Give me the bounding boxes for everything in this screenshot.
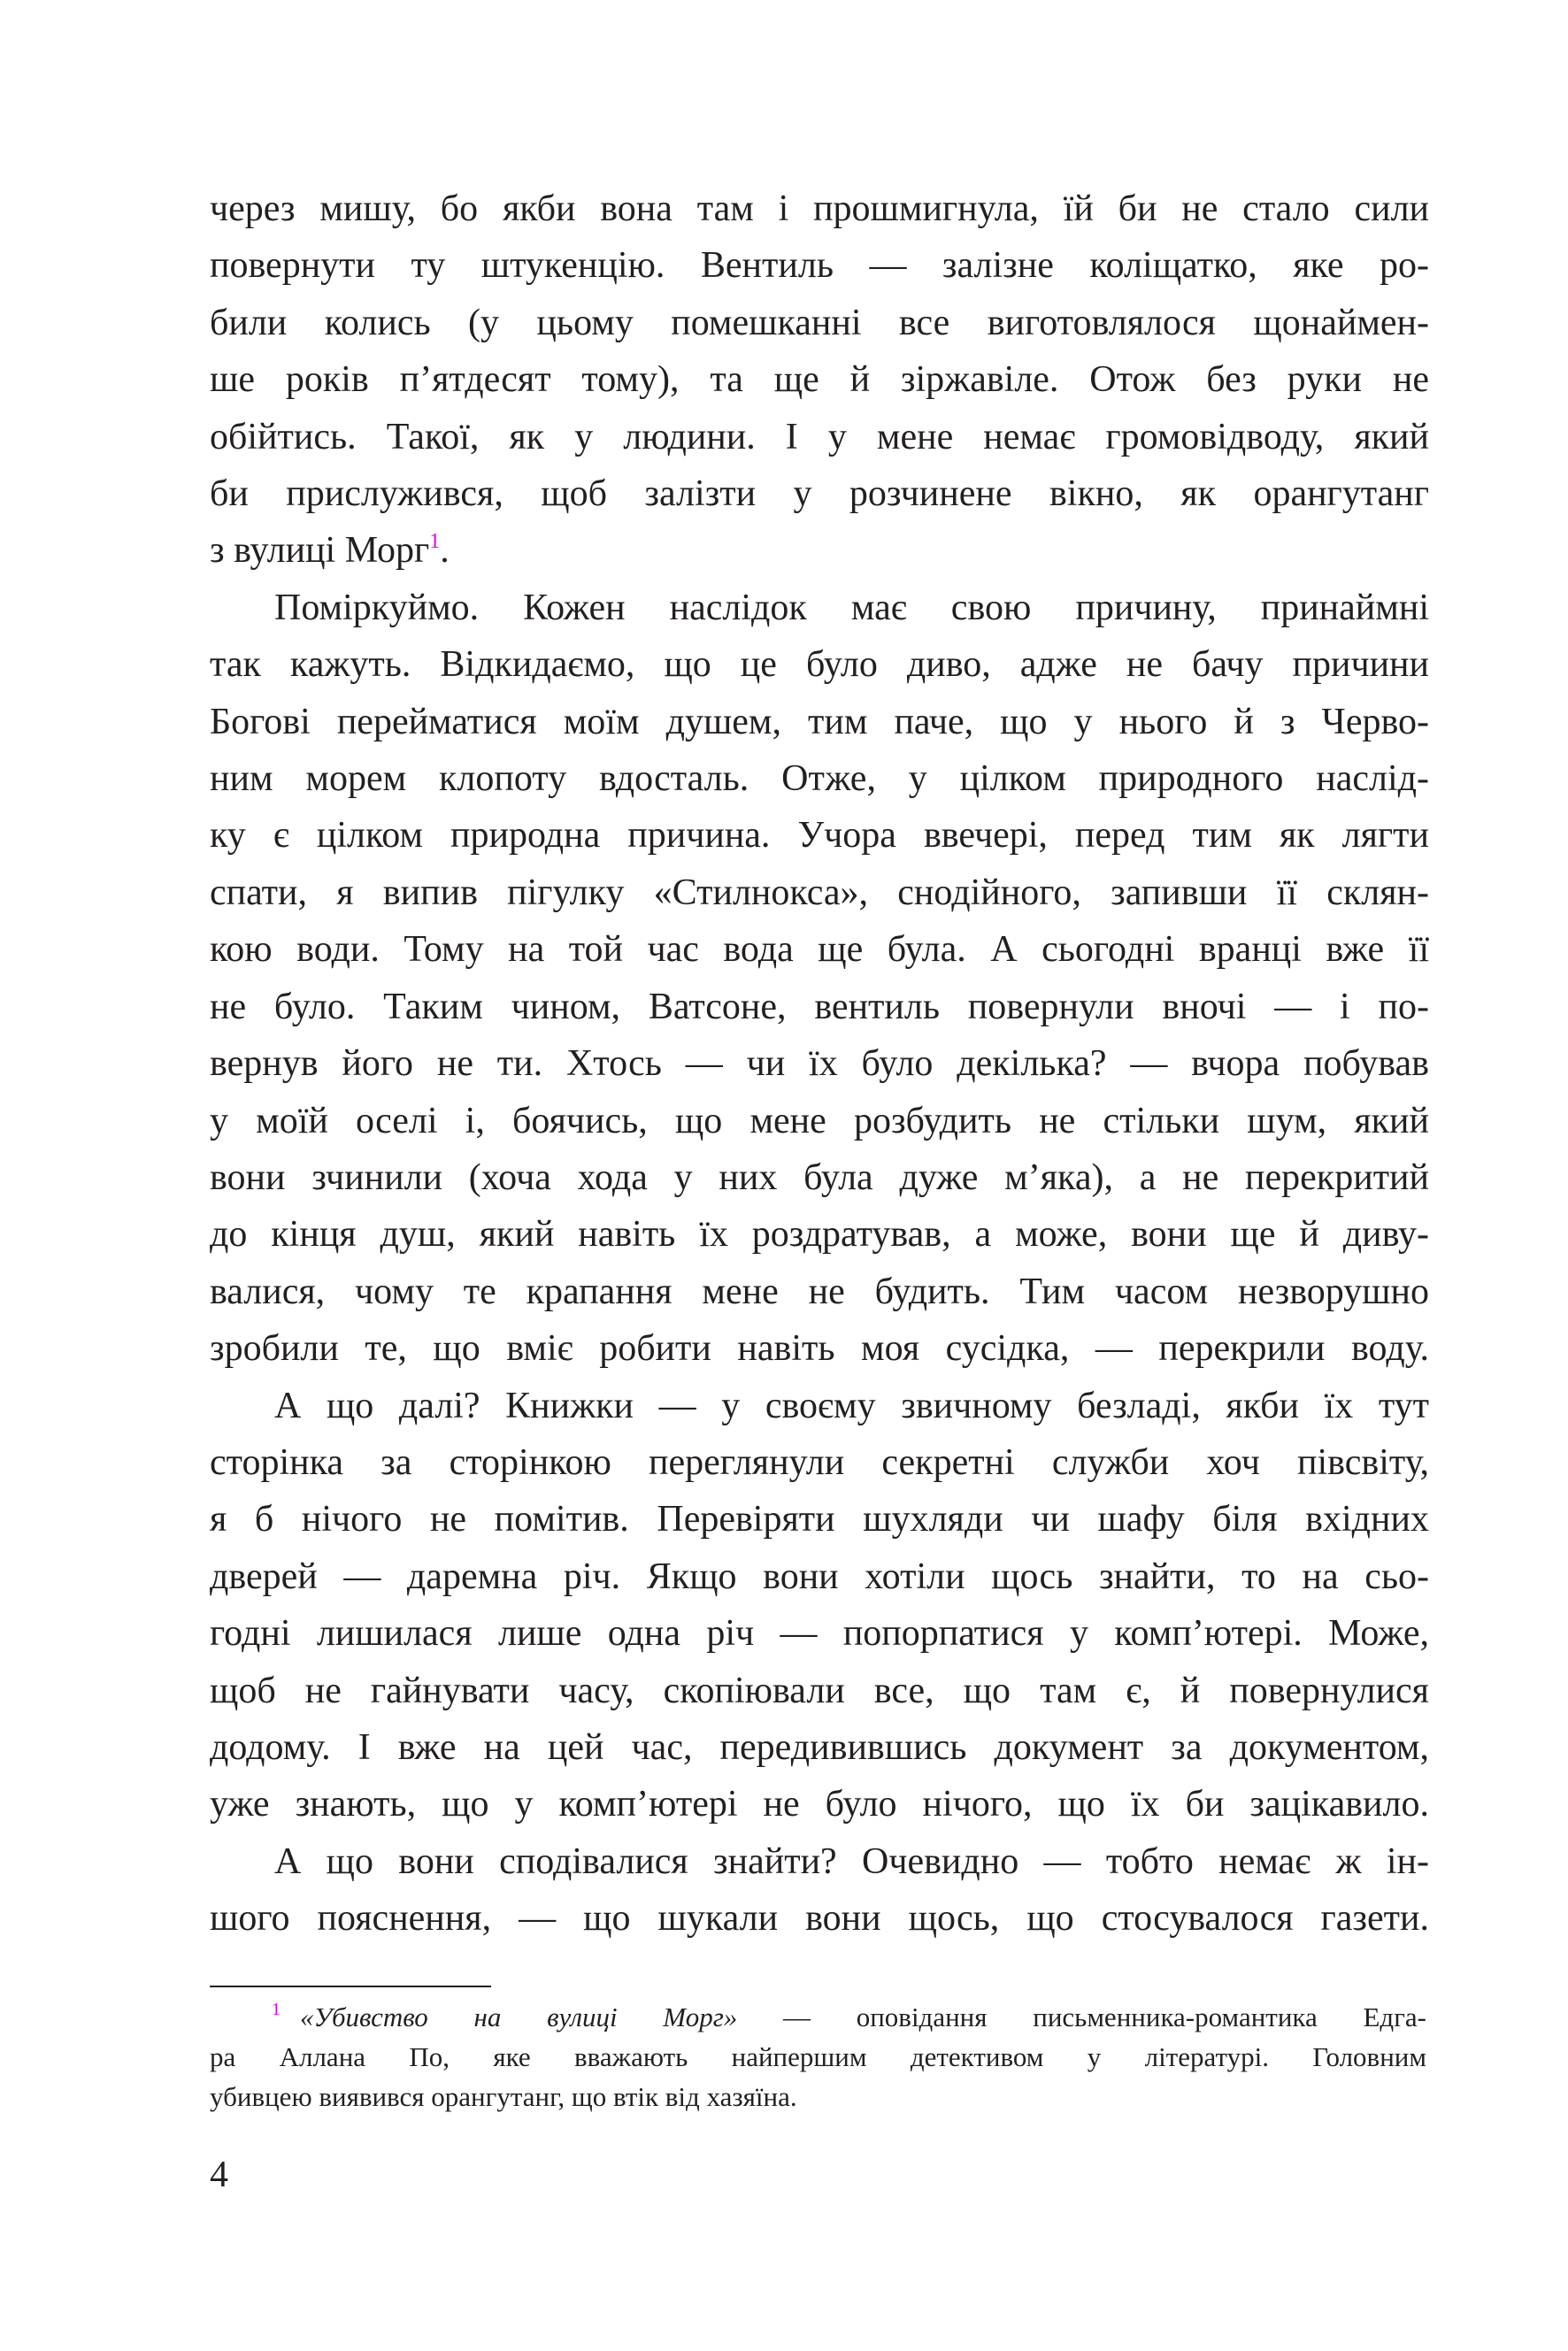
text-line: до кінця душ, який навіть їх роздратував, а може, вони ще й диву- (210, 1214, 1429, 1256)
text-line-last: шого пояснення, — що шукали вони щось, що стосувалося газети. (210, 1898, 1429, 1940)
text-line: повернути ту штукенцію. Вентиль — залізне коліщатко, яке ро- (210, 245, 1429, 287)
text-line: кою води. Тому на той час вода ще була. А сьогодні вранці вже її (210, 929, 1429, 971)
text-line: у моїй оселі і, боячись, що мене розбудить не стільки шум, який (210, 1100, 1429, 1141)
footnote-cited-title: «Убивство на вулиці Морг» (300, 2001, 738, 2032)
text-line: спати, я випив пігулку «Стилнокса», снодійного, запивши її склян- (210, 872, 1429, 913)
text-line: обійтись. Такої, як у людини. І у мене немає громовідводу, який (210, 416, 1429, 457)
footnote-1 (210, 1997, 1426, 2117)
text-line: сторінка за сторінкою переглянули секретні служби хоч півсвіту, (210, 1441, 1429, 1483)
text-line-last: уже знають, що у комп’ютері не було нічого, що їх би зацікавило. (210, 1784, 1429, 1825)
text-fragment: з вулиці Морг (210, 530, 430, 572)
text-fragment: . (440, 530, 450, 572)
paragraph-4 (210, 1833, 1429, 1948)
text-line: вони зчинили (хоча хода у них була дуже м’яка), а не перекритий (210, 1156, 1429, 1198)
text-line: через мишу, бо якби вона там і прошмигнула, їй би не стало сили (210, 188, 1429, 229)
footnote-marker: 1 (272, 2000, 281, 2019)
text-line: валися, чому те крапання мене не будить. Тим часом незворушно (210, 1271, 1429, 1312)
text-line: би прислужився, щоб залізти у розчинене вікно, як орангутанг (210, 473, 1429, 515)
text-line: дверей — даремна річ. Якщо вони хотіли щось знайти, то на сьо- (210, 1556, 1429, 1597)
text-line: додому. І вже на цей час, передивившись документ за документом, (210, 1726, 1429, 1768)
text-line-first: А що вони сподівалися знайти? Очевидно — тобто немає ж ін- (274, 1840, 1429, 1882)
text-line: не було. Таким чином, Ватсоне, вентиль повернули вночі — і по- (210, 986, 1429, 1027)
body-text (210, 181, 1429, 1948)
text-line: щоб не гайнувати часу, скопіювали все, що там є, й повернулися (210, 1670, 1429, 1711)
text-line: годні лишилася лише одна річ — попорпатися у комп’ютері. Може, (210, 1613, 1429, 1655)
text-line: ку є цілком природна причина. Учора ввечері, перед тим як лягти (210, 815, 1429, 857)
paragraph-3 (210, 1378, 1429, 1833)
footnote-separator-rule (210, 1986, 491, 1987)
text-line: ним морем клопоту вдосталь. Отже, у цілком природного наслід- (210, 758, 1429, 800)
text-line: так кажуть. Відкидаємо, що це було диво, адже не бачу причини (210, 644, 1429, 686)
footnote-reference-1[interactable]: 1 (429, 530, 441, 554)
text-line-first: А що далі? Книжки — у своєму звичному безладі, якби їх тут (274, 1385, 1429, 1426)
text-line: Богові перейматися моїм душем, тим паче, що у нього й з Черво- (210, 701, 1429, 742)
footnote-text: — оповідання письменника-романтика Едга- (737, 2001, 1427, 2032)
text-line: били колись (у цьому помешканні все виготовлялося щонаймен- (210, 302, 1429, 343)
text-line-last: зробили те, що вміє робити навіть моя сусідка, — перекрили воду. (210, 1328, 1429, 1370)
paragraph-2 (210, 580, 1429, 1378)
paragraph-1 (210, 181, 1429, 580)
text-line-first: Поміркуймо. Кожен наслідок має свою причину, принаймні (274, 587, 1429, 628)
text-line: вернув його не ти. Хтось — чи їх було декілька? — вчора побував (210, 1043, 1429, 1085)
page-number: 4 (210, 2155, 228, 2195)
footnote-line: ра Аллана По, яке вважають найпершим детективом у літературі. Головним (210, 2041, 1426, 2072)
footnote-line-last: убивцею виявився орангутанг, що втік від хазяїна. (210, 2081, 797, 2112)
text-line-last (210, 522, 1429, 579)
text-line: ше років п’ятдесят тому), та ще й зіржавіле. Отож без руки не (210, 359, 1429, 401)
text-line: я б нічого не помітив. Перевіряти шухляди чи шафу біля вхідних (210, 1499, 1429, 1540)
footnote-line (210, 1997, 1426, 2037)
